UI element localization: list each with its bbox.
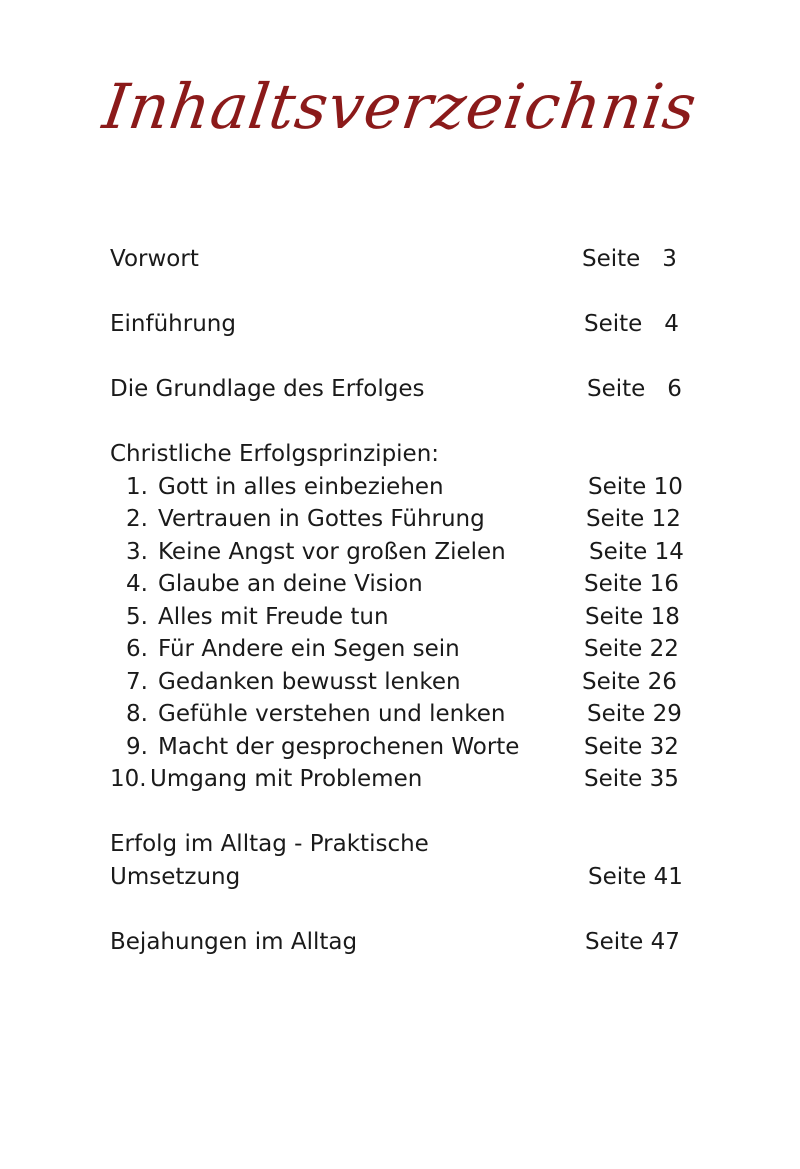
toc-entry-number: 2. (126, 506, 148, 532)
toc-entry-number: 8. (126, 701, 148, 727)
toc-entry-label: Vorwort (110, 246, 199, 272)
toc-entry-page: Seite 47 (585, 929, 680, 955)
toc-entry-page: Seite 16 (584, 571, 679, 597)
toc-entry-label: Einführung (110, 311, 236, 337)
toc-entry-page: Seite 3 (582, 246, 677, 272)
toc-entry-number: 1. (126, 474, 148, 500)
toc-entry-label: Keine Angst vor großen Zielen (158, 539, 506, 565)
toc-entry-label: Alles mit Freude tun (158, 604, 389, 630)
toc-entry-label: Gedanken bewusst lenken (158, 669, 461, 695)
toc-entry-page: Seite 41 (588, 864, 683, 890)
toc-entry-page: Seite 10 (588, 474, 683, 500)
toc-entry-number: 5. (126, 604, 148, 630)
toc-entry-label: Gefühle verstehen und lenken (158, 701, 506, 727)
toc-entry-number: 3. (126, 539, 148, 565)
toc-entry-page: Seite 26 (582, 669, 677, 695)
toc-entry-label: Umgang mit Problemen (150, 766, 423, 792)
toc-entry-label: Vertrauen in Gottes Führung (158, 506, 485, 532)
toc-entry-number: 6. (126, 636, 148, 662)
page-title: Inhaltsverzeichnis (98, 70, 702, 143)
toc-entry-page: Seite 29 (587, 701, 682, 727)
toc-entry-label: Für Andere ein Segen sein (158, 636, 460, 662)
toc-entry-label: Macht der gesprochenen Worte (158, 734, 520, 760)
toc-entry-page: Seite 32 (584, 734, 679, 760)
toc-entry-label: Glaube an deine Vision (158, 571, 423, 597)
toc-entry-page: Seite 6 (587, 376, 682, 402)
toc-entry-label: Umsetzung (110, 864, 241, 890)
toc-entry-number: 4. (126, 571, 148, 597)
toc-entry-page: Seite 22 (584, 636, 679, 662)
toc-entry-page: Seite 18 (585, 604, 680, 630)
toc-entry-label: Bejahungen im Alltag (110, 929, 358, 955)
toc-entry-page: Seite 4 (584, 311, 679, 337)
toc-entry-number: 10. (110, 766, 147, 792)
toc-entry-page: Seite 14 (589, 539, 684, 565)
toc-entry-page: Seite 35 (584, 766, 679, 792)
toc-entry-page: Seite 12 (586, 506, 681, 532)
toc-section-label: Christliche Erfolgsprinzipien: (110, 441, 440, 467)
toc-entry-number: 9. (126, 734, 148, 760)
toc-entry-label: Die Grundlage des Erfolges (110, 376, 425, 402)
toc-entry-label: Gott in alles einbeziehen (158, 474, 444, 500)
toc-entry-label: Erfolg im Alltag - Praktische (110, 831, 429, 857)
toc-entry-number: 7. (126, 669, 148, 695)
